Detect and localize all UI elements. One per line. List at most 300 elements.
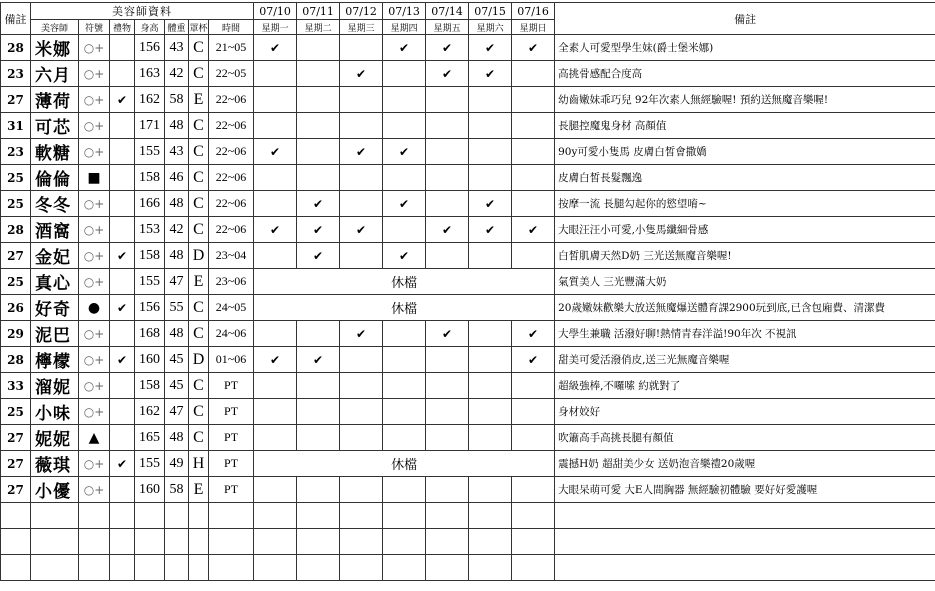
beautician-name: 倫倫 [31,165,79,191]
day-check [426,399,469,425]
day-check [383,61,426,87]
gift-check [110,477,135,503]
table-row[interactable] [1,477,935,503]
day-check: ✔ [297,191,340,217]
day-check [469,243,512,269]
empty-cell [189,503,209,529]
remark-note: 大眼呆萌可愛 大E人間胸器 無經驗初體驗 要好好愛護喔 [555,477,935,503]
weight-value: 47 [165,399,189,425]
empty-cell [512,529,555,555]
symbol-marker: ■ [79,165,110,191]
cup-size: E [189,269,209,295]
table-row[interactable] [1,373,935,399]
day-check [512,113,555,139]
day-check [297,113,340,139]
day-check [512,165,555,191]
cup-size: C [189,295,209,321]
cup-size: C [189,113,209,139]
empty-cell [254,503,297,529]
beautician-name: 妮妮 [31,425,79,451]
weight-value: 49 [165,451,189,477]
empty-cell [297,529,340,555]
gift-check [110,373,135,399]
empty-cell [165,555,189,581]
beautician-name: 溜妮 [31,373,79,399]
remark-number: 25 [1,165,31,191]
beautician-name: 可芯 [31,113,79,139]
cup-size: C [189,373,209,399]
day-check: ✔ [426,61,469,87]
weight-value: 58 [165,87,189,113]
weight-value: 47 [165,269,189,295]
day-check: ✔ [469,61,512,87]
height-value: 160 [135,477,165,503]
weight-value: 42 [165,61,189,87]
gift-check [110,113,135,139]
day-check: ✔ [469,217,512,243]
work-time: 22~05 [209,61,254,87]
day-check: ✔ [383,243,426,269]
cup-size: C [189,61,209,87]
beautician-name: 泥巴 [31,321,79,347]
remark-number: 29 [1,321,31,347]
work-time: PT [209,373,254,399]
weekday-header: 星期六 [469,20,512,35]
gift-check [110,191,135,217]
symbol-marker: ○+ [79,269,110,295]
cup-size: C [189,191,209,217]
date-header: 07/10 [254,3,297,20]
day-check: ✔ [297,243,340,269]
table-row[interactable] [1,425,935,451]
day-check [254,113,297,139]
day-check: ✔ [512,347,555,373]
table-row[interactable] [1,451,935,477]
height-value: 155 [135,451,165,477]
remark-note: 甜美可愛活潑俏皮,送三光無魔音樂喔 [555,347,935,373]
day-check [297,373,340,399]
day-check: ✔ [254,217,297,243]
day-check: ✔ [340,321,383,347]
cup-size: C [189,165,209,191]
height-value: 166 [135,191,165,217]
remark-note: 90y可愛小隻馬 皮膚白皙會撒嬌 [555,139,935,165]
symbol-marker: ○+ [79,139,110,165]
table-row[interactable] [1,295,935,321]
cup-size: D [189,243,209,269]
height-value: 153 [135,217,165,243]
cup-size: C [189,425,209,451]
day-check: ✔ [254,35,297,61]
beautician-name: 六月 [31,61,79,87]
remark-note: 全素人可愛型學生妹(爵士堡米娜) [555,35,935,61]
table-row[interactable] [1,87,935,113]
empty-cell [469,555,512,581]
day-check [383,477,426,503]
work-time: 22~06 [209,191,254,217]
day-check [426,477,469,503]
remark-note: 幼齒嫩妹乖巧兒 92年次素人無經驗喔! 預約送無魔音樂喔! [555,87,935,113]
day-check [426,347,469,373]
height-value: 156 [135,35,165,61]
symbol-marker: ○+ [79,217,110,243]
gift-check [110,269,135,295]
remark-note: 震撼H奶 超甜美少女 送奶泡音樂禮20歲喔 [555,451,935,477]
gift-check [110,425,135,451]
empty-cell [110,555,135,581]
date-header: 07/14 [426,3,469,20]
empty-cell [254,555,297,581]
day-check [340,191,383,217]
empty-row [1,503,935,529]
remark-number: 23 [1,61,31,87]
empty-cell [165,503,189,529]
day-check [426,243,469,269]
cup-column-header: 罩杯 [189,20,209,35]
empty-cell [383,555,426,581]
date-header: 07/16 [512,3,555,20]
empty-cell [79,555,110,581]
day-check [426,165,469,191]
table-row[interactable] [1,165,935,191]
weight-value: 55 [165,295,189,321]
symbol-marker: ○+ [79,373,110,399]
height-column-header: 身高 [135,20,165,35]
remark-note: 長腿控魔鬼身材 高顏值 [555,113,935,139]
empty-cell [79,503,110,529]
symbol-marker: ○+ [79,87,110,113]
day-check [512,477,555,503]
weekday-header: 星期一 [254,20,297,35]
day-check [512,373,555,399]
table-row[interactable] [1,35,935,61]
day-check [254,373,297,399]
table-row[interactable] [1,347,935,373]
day-check: ✔ [426,217,469,243]
height-value: 168 [135,321,165,347]
table-row[interactable] [1,243,935,269]
cup-size: C [189,139,209,165]
empty-cell [340,503,383,529]
day-check [297,425,340,451]
table-title: 美容師資料 [31,3,254,20]
day-check [254,399,297,425]
day-check [469,425,512,451]
symbol-marker: ○+ [79,321,110,347]
day-check [426,191,469,217]
remark-number: 31 [1,113,31,139]
gift-check [110,139,135,165]
remark-number: 25 [1,269,31,295]
table-row[interactable] [1,399,935,425]
symbol-marker: ○+ [79,35,110,61]
day-check: ✔ [297,347,340,373]
day-check [426,87,469,113]
weight-value: 43 [165,139,189,165]
symbol-marker: ○+ [79,113,110,139]
work-time: 22~06 [209,139,254,165]
day-check [340,35,383,61]
day-check [383,399,426,425]
weekday-header: 星期二 [297,20,340,35]
gift-column-header: 禮物 [110,20,135,35]
work-time: 22~06 [209,113,254,139]
day-check [426,373,469,399]
day-check [383,87,426,113]
weekday-header: 星期四 [383,20,426,35]
weight-value: 48 [165,321,189,347]
date-header: 07/15 [469,3,512,20]
day-check [383,217,426,243]
remark-number: 23 [1,139,31,165]
day-check [254,425,297,451]
symbol-marker: ○+ [79,191,110,217]
beautician-name: 軟糖 [31,139,79,165]
empty-cell [1,529,31,555]
remark-number: 27 [1,451,31,477]
remark-note: 皮膚白皙長髮飄逸 [555,165,935,191]
day-check: ✔ [383,191,426,217]
day-check: ✔ [512,321,555,347]
table-row[interactable] [1,191,935,217]
beautician-name: 真心 [31,269,79,295]
day-check [297,321,340,347]
day-check [426,113,469,139]
empty-cell [209,529,254,555]
empty-cell [79,529,110,555]
empty-cell [383,503,426,529]
height-value: 158 [135,243,165,269]
beautician-name: 金妃 [31,243,79,269]
day-check [254,165,297,191]
day-check [512,191,555,217]
remark-left-header: 備註 [1,3,31,35]
work-time: 01~06 [209,347,254,373]
empty-cell [31,503,79,529]
date-header: 07/12 [340,3,383,20]
height-value: 158 [135,373,165,399]
weight-value: 46 [165,165,189,191]
day-check [426,139,469,165]
cup-size: E [189,477,209,503]
remark-number: 25 [1,399,31,425]
weekday-header: 星期五 [426,20,469,35]
symbol-marker: ○+ [79,347,110,373]
schedule-body [1,35,935,581]
gift-check: ✔ [110,295,135,321]
remark-note: 身材姣好 [555,399,935,425]
empty-cell [135,503,165,529]
empty-cell [426,503,469,529]
cup-size: D [189,347,209,373]
height-value: 158 [135,165,165,191]
empty-cell [340,529,383,555]
remark-number: 28 [1,35,31,61]
work-time: 22~06 [209,87,254,113]
day-check [340,373,383,399]
day-check [297,165,340,191]
remark-note: 大學生兼職 活潑好聊!熱情青春洋溢!90年次 不視訊 [555,321,935,347]
day-check: ✔ [383,35,426,61]
cup-size: C [189,35,209,61]
remark-number: 27 [1,477,31,503]
day-check [469,165,512,191]
day-check [254,477,297,503]
weight-value: 42 [165,217,189,243]
day-check [254,191,297,217]
remark-note: 吹簫高手高挑長腿有顏值 [555,425,935,451]
day-check [469,373,512,399]
beautician-name: 薇琪 [31,451,79,477]
empty-cell [31,555,79,581]
empty-cell [209,503,254,529]
beautician-name: 小優 [31,477,79,503]
empty-cell [1,555,31,581]
day-check [383,373,426,399]
day-check [340,347,383,373]
table-row[interactable] [1,61,935,87]
day-check [297,139,340,165]
day-check [297,87,340,113]
empty-cell [512,503,555,529]
remark-number: 28 [1,217,31,243]
day-check: ✔ [469,35,512,61]
day-check [383,347,426,373]
work-time: PT [209,477,254,503]
empty-cell [135,529,165,555]
cup-size: C [189,399,209,425]
table-row[interactable] [1,139,935,165]
gift-check [110,399,135,425]
day-check: ✔ [297,217,340,243]
work-time: PT [209,425,254,451]
empty-cell [135,555,165,581]
weight-column-header: 體重 [165,20,189,35]
table-row[interactable] [1,321,935,347]
symbol-marker: ○+ [79,477,110,503]
day-check [254,87,297,113]
gift-check [110,61,135,87]
day-check: ✔ [254,139,297,165]
empty-cell [209,555,254,581]
day-check [426,425,469,451]
height-value: 163 [135,61,165,87]
day-check [297,477,340,503]
day-check [340,113,383,139]
weight-value: 48 [165,425,189,451]
rest-status: 休檔 [254,451,555,477]
symbol-marker: ○+ [79,61,110,87]
empty-cell [469,529,512,555]
work-time: 24~05 [209,295,254,321]
day-check [512,139,555,165]
empty-cell [110,503,135,529]
remark-note: 氣質美人 三光豐滿大奶 [555,269,935,295]
remark-number: 26 [1,295,31,321]
table-row[interactable] [1,269,935,295]
time-column-header: 時間 [209,20,254,35]
empty-cell [189,555,209,581]
day-check [340,399,383,425]
cup-size: H [189,451,209,477]
rest-status: 休檔 [254,269,555,295]
beautician-name: 小味 [31,399,79,425]
empty-cell [1,503,31,529]
weight-value: 48 [165,191,189,217]
name-column-header: 美容師 [31,20,79,35]
cup-size: C [189,321,209,347]
weight-value: 45 [165,347,189,373]
remark-note: 高挑骨感配合度高 [555,61,935,87]
weekday-header: 星期三 [340,20,383,35]
cup-size: E [189,87,209,113]
empty-cell [426,529,469,555]
table-row[interactable] [1,113,935,139]
height-value: 162 [135,399,165,425]
empty-cell [31,529,79,555]
empty-cell [189,529,209,555]
day-check [340,165,383,191]
height-value: 156 [135,295,165,321]
remark-number: 33 [1,373,31,399]
work-time: PT [209,451,254,477]
weight-value: 45 [165,373,189,399]
beautician-name: 酒窩 [31,217,79,243]
day-check: ✔ [512,217,555,243]
day-check [469,347,512,373]
work-time: 23~04 [209,243,254,269]
beautician-schedule-table [0,2,935,581]
day-check [254,321,297,347]
empty-cell [555,555,935,581]
remark-number: 28 [1,347,31,373]
beautician-name: 薄荷 [31,87,79,113]
day-check [512,61,555,87]
day-check [340,425,383,451]
day-check [383,321,426,347]
weekday-header: 星期日 [512,20,555,35]
day-check [512,399,555,425]
day-check: ✔ [426,35,469,61]
remark-number: 27 [1,87,31,113]
weight-value: 48 [165,243,189,269]
remark-note: 超級強棒,不囉嗦 約就對了 [555,373,935,399]
empty-cell [383,529,426,555]
day-check: ✔ [512,35,555,61]
remark-note: 按摩一流 長腿勾起你的慾望唷~ [555,191,935,217]
day-check [512,87,555,113]
date-header: 07/11 [297,3,340,20]
empty-cell [110,529,135,555]
symbol-marker: ○+ [79,399,110,425]
height-value: 155 [135,139,165,165]
empty-row [1,529,935,555]
day-check: ✔ [340,217,383,243]
gift-check: ✔ [110,243,135,269]
symbol-column-header: 符號 [79,20,110,35]
day-check [383,165,426,191]
day-check [512,425,555,451]
day-check: ✔ [426,321,469,347]
remark-number: 27 [1,425,31,451]
beautician-name: 冬冬 [31,191,79,217]
remark-note: 20歲嫩妹歡樂大放送無魔爆送體育課2900玩到底,已含包廂費、清潔費 [555,295,935,321]
day-check [383,425,426,451]
gift-check: ✔ [110,87,135,113]
cup-size: C [189,217,209,243]
day-check [254,61,297,87]
table-row[interactable] [1,217,935,243]
